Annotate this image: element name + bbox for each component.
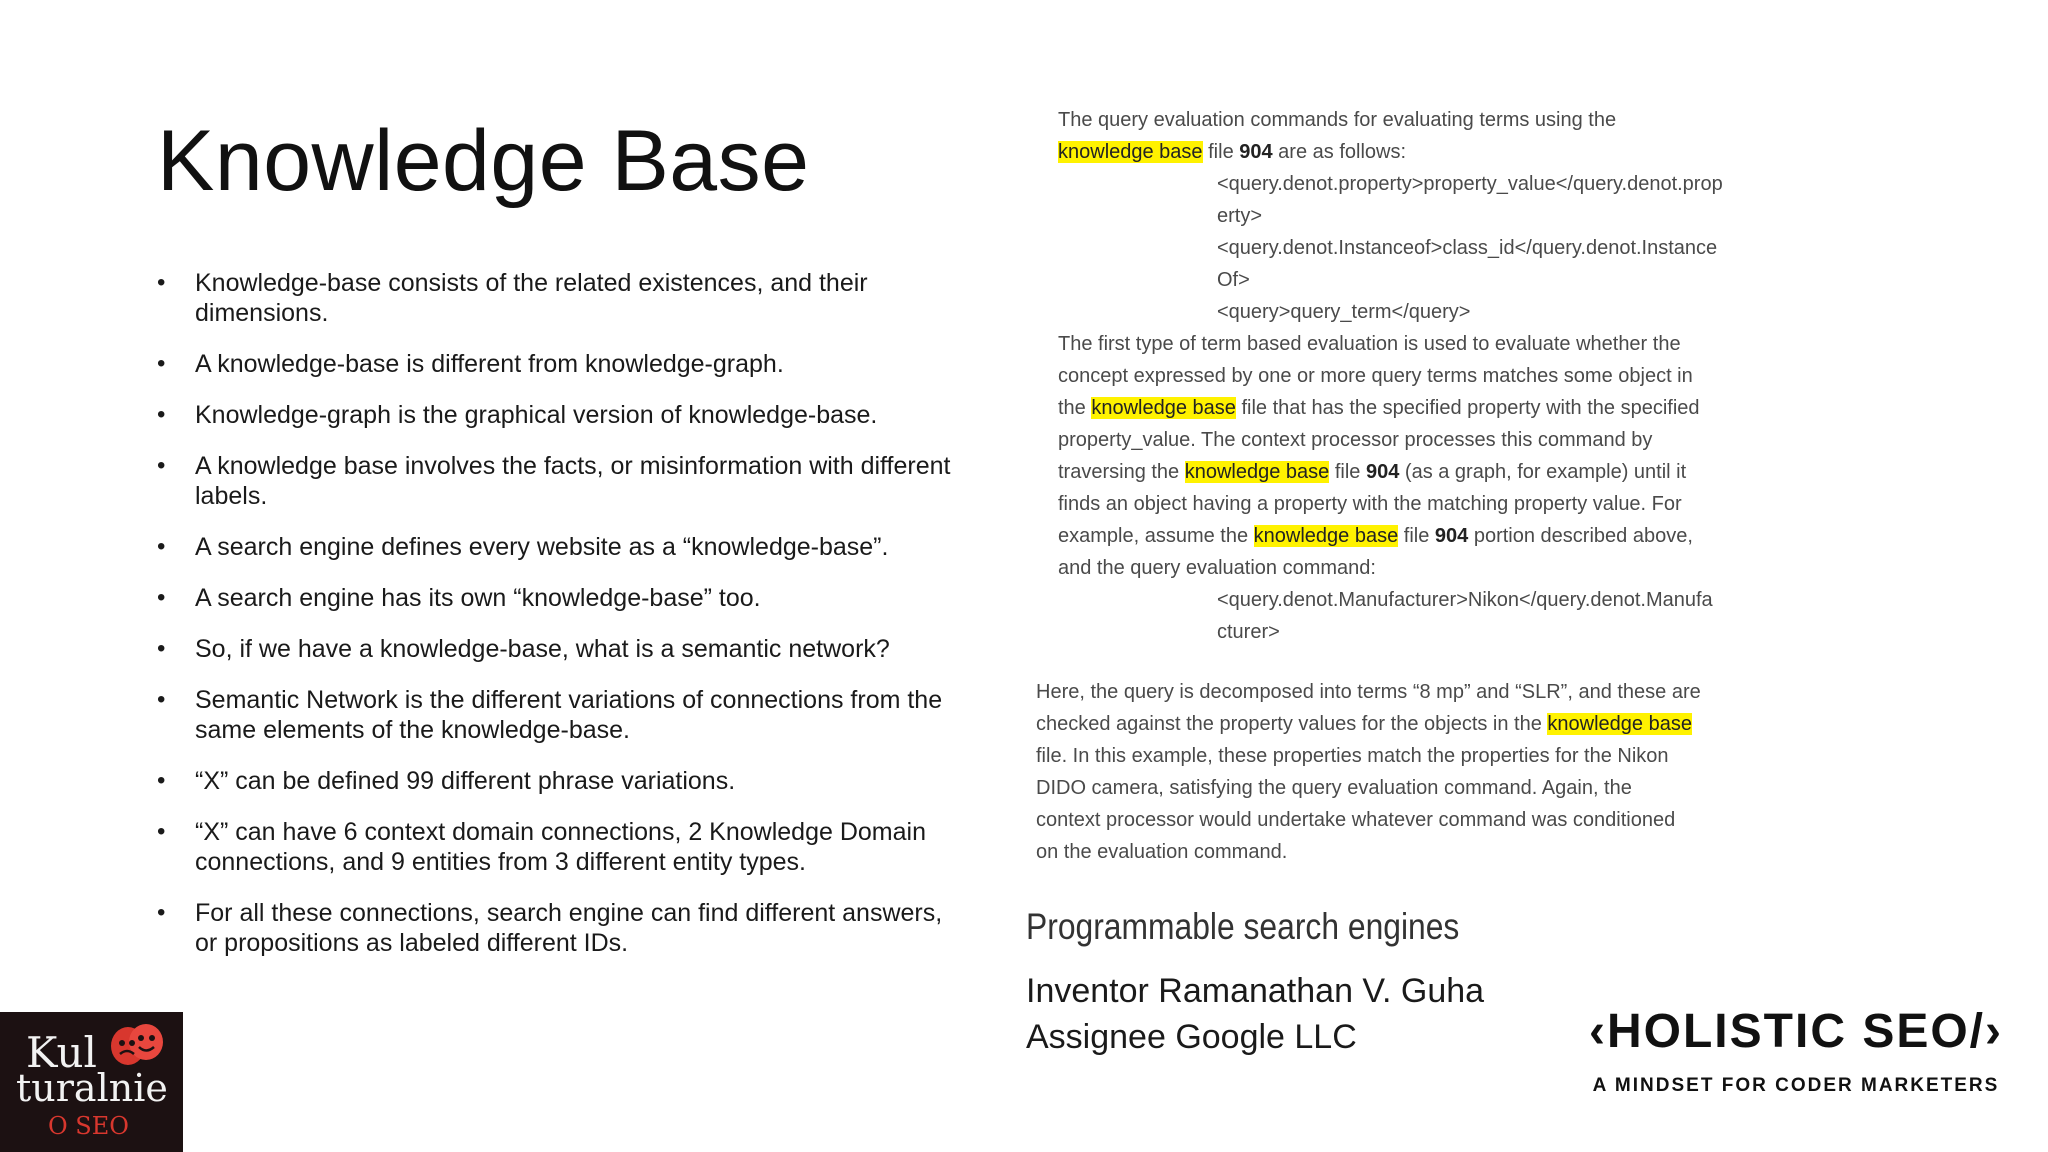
badge-line: Kul [26, 1028, 97, 1077]
patent-line: The query evaluation commands for evaluating terms using the [1058, 109, 1617, 131]
patent-line: finds an object having a property with the matching property value. For [1058, 493, 1682, 515]
assignee-line: Assignee Google LLC [1026, 1018, 1357, 1056]
patent-code-line: <query.denot.Manufacturer>Nikon</query.denot.Manufa [1217, 589, 1713, 611]
bullet-item: • Knowledge-base consists of the related existences, and their dimensions. [157, 268, 957, 328]
bullet-item: • Semantic Network is the different variations of connections from the same elements of the knowledge-base. [157, 685, 957, 745]
patent-code-line: erty> [1217, 205, 1263, 227]
patent-line: checked against the property values for the objects in the knowledge base [1036, 713, 1692, 735]
kb-highlight: knowledge base [1091, 397, 1236, 419]
patent-line: property_value. The context processor processes this command by [1058, 429, 1653, 451]
patent-code-line: <query.denot.Instanceof>class_id</query.denot.Instance [1217, 237, 1718, 259]
kb-highlight: knowledge base [1547, 713, 1692, 735]
patent-line: knowledge base file 904 are as follows: [1058, 141, 1407, 163]
patent-line: DIDO camera, satisfying the query evaluation command. Again, the [1036, 777, 1632, 799]
holistic-seo-logo [1586, 1004, 2006, 1097]
bullet-item: • “X” can have 6 context domain connections, 2 Knowledge Domain connections, and 9 entities from 3 different entity types. [157, 817, 957, 877]
logo-wordmark: ‹HOLISTIC SEO/› [1589, 1005, 2003, 1058]
patent-line: file. In this example, these properties match the properties for the Nikon [1036, 745, 1669, 767]
theater-masks-icon [106, 1022, 168, 1070]
patent-source-heading: Programmable search engines [1026, 906, 1460, 947]
patent-code-line: cturer> [1217, 621, 1280, 643]
patent-line: context processor would undertake whatever command was conditioned [1036, 809, 1676, 831]
patent-line: and the query evaluation command: [1058, 557, 1376, 579]
patent-line: Here, the query is decomposed into terms “8 mp” and “SLR”, and these are [1036, 681, 1701, 703]
bullet-list [157, 268, 957, 979]
badge-line: O SEO [48, 1112, 129, 1140]
bullet-item: • A search engine has its own “knowledge-base” too. [157, 583, 957, 613]
bullet-item: • Knowledge-graph is the graphical version of knowledge-base. [157, 400, 957, 430]
kb-highlight: knowledge base [1253, 525, 1399, 547]
patent-credits [1026, 968, 1484, 1060]
kulturalnie-o-seo-logo [0, 1012, 183, 1152]
bullet-item: • For all these connections, search engine can find different answers, or propositions as labeled different IDs. [157, 898, 957, 958]
patent-code-line: <query.denot.property>property_value</query.denot.prop [1217, 173, 1723, 195]
patent-code-line: Of> [1217, 269, 1250, 291]
patent-excerpt-image [1000, 88, 1760, 868]
patent-line: on the evaluation command. [1036, 841, 1288, 863]
bullet-item: • “X” can be defined 99 different phrase variations. [157, 766, 957, 796]
logo-tagline: A MINDSET FOR CODER MARKETERS [1592, 1075, 2000, 1096]
patent-line: traversing the knowledge base file 904 (as a graph, for example) until it [1058, 461, 1687, 483]
patent-line: The first type of term based evaluation is used to evaluate whether the [1058, 333, 1681, 355]
patent-line: example, assume the knowledge base file 904 portion described above, [1058, 525, 1693, 547]
bullet-item: • So, if we have a knowledge-base, what is a semantic network? [157, 634, 957, 664]
badge-line: turalnie [16, 1066, 168, 1110]
bullet-item: • A search engine defines every website as a “knowledge-base”. [157, 532, 957, 562]
patent-code-line: <query>query_term</query> [1217, 301, 1471, 323]
bullet-item: • A knowledge base involves the facts, or misinformation with different labels. [157, 451, 957, 511]
bullet-item: • A knowledge-base is different from knowledge-graph. [157, 349, 957, 379]
inventor-line: Inventor Ramanathan V. Guha [1026, 972, 1485, 1010]
slide-title: Knowledge Base [157, 113, 810, 209]
patent-line: the knowledge base file that has the specified property with the specified [1058, 397, 1700, 419]
kb-highlight: knowledge base [1058, 141, 1203, 163]
kb-highlight: knowledge base [1184, 461, 1330, 483]
patent-line: concept expressed by one or more query terms matches some object in [1058, 365, 1693, 387]
